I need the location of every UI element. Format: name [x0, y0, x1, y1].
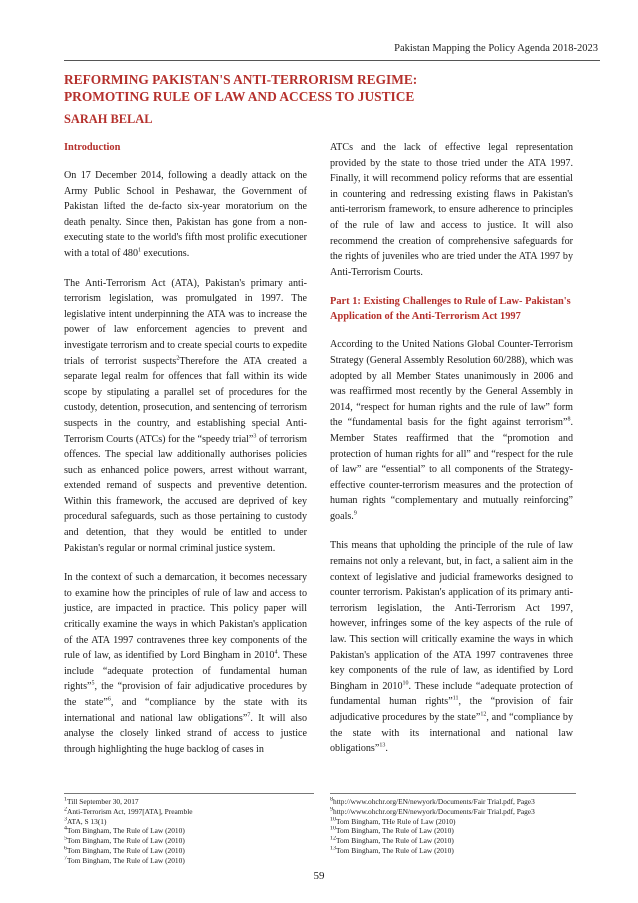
paragraph: ATCs and the lack of effective legal representation provided by the state to those tried under the ATA 1997. Finally, it will recommend policy reforms that are essential in countering and redressing existing flaws in Pakistan's anti-terrorism framework, to ensure adherence to principles of the rule of law and access to justice. It will also recommend the creation of comprehensive safeguards for the rights of juveniles who are tried under the ATA 1997 by Anti-Terrorism Courts. [330, 142, 573, 278]
footnote-item: $^9$http://www.ohchr.org/EN/newyork/Documents/Fair Trial.pdf, Page3 [330, 806, 535, 816]
author-name: SARAH BELAL [64, 112, 153, 126]
footnote-item: $^5$Tom Bingham, The Rule of Law (2010) [64, 836, 185, 846]
footnotes-left [64, 797, 314, 866]
footnote-divider [330, 793, 576, 794]
footnote-divider [64, 793, 314, 794]
footnote-ref: 5 [91, 681, 95, 688]
footnote-ref: 6 [107, 696, 111, 703]
paragraph: This means that upholding the principle of the rule of law remains not only a relevant, but, in fact, a salient aim in the context of legislative and judicial frameworks designed to counter terrorism. Pakistan's application of its primary anti-terrorism legislation, the Anti-Terrorism Act 1997, however, infringes some of the key aspects of the rule of law. This section will critically examine the ways in which Pakistan's application of the ATA 1997 contravenes three key components of the rule of law, as identified by Lord Bingham in 2010$^{10}$. These include “adequate protection of fundamental human rights”$^{11}$, the “provision of fair adjudicative procedures by the state”$^{12}$, and “compliance by the state with its international and national law obligations”$^{13}$. [330, 540, 574, 755]
footnote-ref: 2 [176, 355, 180, 362]
footnote-ref: 13 [379, 742, 386, 749]
footnote-ref: 10 [402, 680, 409, 687]
footnote-ref: 3 [253, 433, 257, 440]
footnote-ref: 11 [452, 696, 459, 703]
article-title-line-1: REFORMING PAKISTAN'S ANTI-TERRORISM REGIME: [64, 72, 418, 87]
footnote-ref: 7 [247, 712, 251, 719]
section-heading-part-1: Part 1: Existing Challenges to Rule of Law- Pakistan's Application of the Anti-Terrorism Act 1997 [330, 296, 571, 323]
left-column [64, 140, 307, 771]
section-heading-introduction: Introduction [64, 142, 121, 153]
footnote-ref: 12 [480, 711, 487, 718]
footnote-ref: 9 [353, 510, 357, 517]
footnote-ref: 1 [138, 247, 142, 254]
right-column [330, 140, 573, 771]
paragraph: The Anti-Terrorism Act (ATA), Pakistan's primary anti-terrorism legislation, was promulgated in 1997. The legislative intent underpinning the ATA was to increase the power of law enforcement agencies to prevent and investigate terrorism and to create special courts to expedite trials of terrorist suspects$^2$Therefore the ATA created a separate legal realm for offences that fall within its wide scope by stipulating a parallel set of procedures for the custody, detention, prosecution, and sentencing of terrorism suspects in the country, and establishing special Anti-Terrorism Courts (ATCs) for the “speedy trial”$^3$ of terrorism offences. The special law additionally authorises policies such as enhanced police powers, arrest without warrant, extended remand of suspects and preventive detention. Within this framework, the accused are deprived of key procedural safeguards, such as those pertaining to custody and detention, that they would be entitled to under Pakistan's regular or normal criminal justice system. [64, 277, 307, 554]
footnote-item: $^{10}$Tom Bingham, THe Rule of Law (2010) [330, 816, 456, 826]
header-rule [64, 60, 600, 61]
footnote-item: $^{13}$Tom Bingham, The Rule of Law (2010) [330, 845, 454, 855]
footnote-item: $^{10}$Tom Bingham, The Rule of Law (2010) [330, 826, 454, 836]
footnote-item: $^8$http://www.ohchr.org/EN/newyork/Documents/Fair Trial.pdf, Page3 [330, 797, 535, 806]
footnote-item: $^{12}$Tom Bingham, The Rule of Law (2010) [330, 836, 454, 846]
paragraph: According to the United Nations Global Counter-Terrorism Strategy (General Assembly Resolution 60/288), which was adopted by all Member States unanimously in 2006 and was reaffirmed most recently by the General Assembly in 2014, “respect for human rights and the rule of law” form the “fundamental basis for the fight against terrorism”$^8$. Member States reaffirmed that the “promotion and protection of human rights for all” and “respect for the rule of law” are “essential” to all components of the Strategy- effective counter-terrorism measures and the protection of human rights “complementary and mutually reinforcing” goals.$^9$ [330, 339, 573, 522]
paragraph: On 17 December 2014, following a deadly attack on the Army Public School in Peshawar, the Government of Pakistan lifted the de-facto six-year moratorium on the death penalty. Since then, Pakistan has gone from a non-executing state to the world's fifth most prolific executioner with a total of $480^1$ executions. [64, 170, 307, 259]
footnote-ref: 8 [567, 416, 571, 423]
footnote-item: $^4$Tom Bingham, The Rule of Law (2010) [64, 826, 185, 836]
paragraph: In the context of such a demarcation, it becomes necessary to examine how the principles of rule of law and access to justice, are impacted in practice. This policy paper will critically examine the ways in which Pakistan's application of the ATA 1997 contravenes three key components of the rule of law, as identified by Lord Bingham in 2010$^4$. These include “adequate protection of fundamental human rights”$^5$, the “provision of fair adjudicative procedures by the state”$^6$, and “compliance by the state with its international and national law obligations”$^7$. It will also analyse the closely linked strand of access to justice through highlighting the huge backlog of cases in [64, 572, 307, 755]
running-header: Pakistan Mapping the Policy Agenda 2018-2023 [394, 43, 598, 54]
footnote-item: $^2$Anti-Terrorism Act, 1997[ATA], Preamble [64, 806, 193, 816]
footnotes-right [330, 797, 600, 856]
footnote-item: $^1$Till September 30, 2017 [64, 797, 139, 806]
footnote-item: $^3$ATA, S 13(1) [64, 816, 107, 826]
page-number: 59 [313, 870, 325, 882]
article-title-line-2: PROMOTING RULE OF LAW AND ACCESS TO JUSTICE [64, 89, 415, 104]
footnote-ref: 4 [274, 649, 278, 656]
footnote-item: $^6$Tom Bingham, The Rule of Law (2010) [64, 845, 185, 855]
article-title [64, 71, 584, 105]
footnote-item: $^7$Tom Bingham, The Rule of Law (2010) [64, 855, 185, 865]
